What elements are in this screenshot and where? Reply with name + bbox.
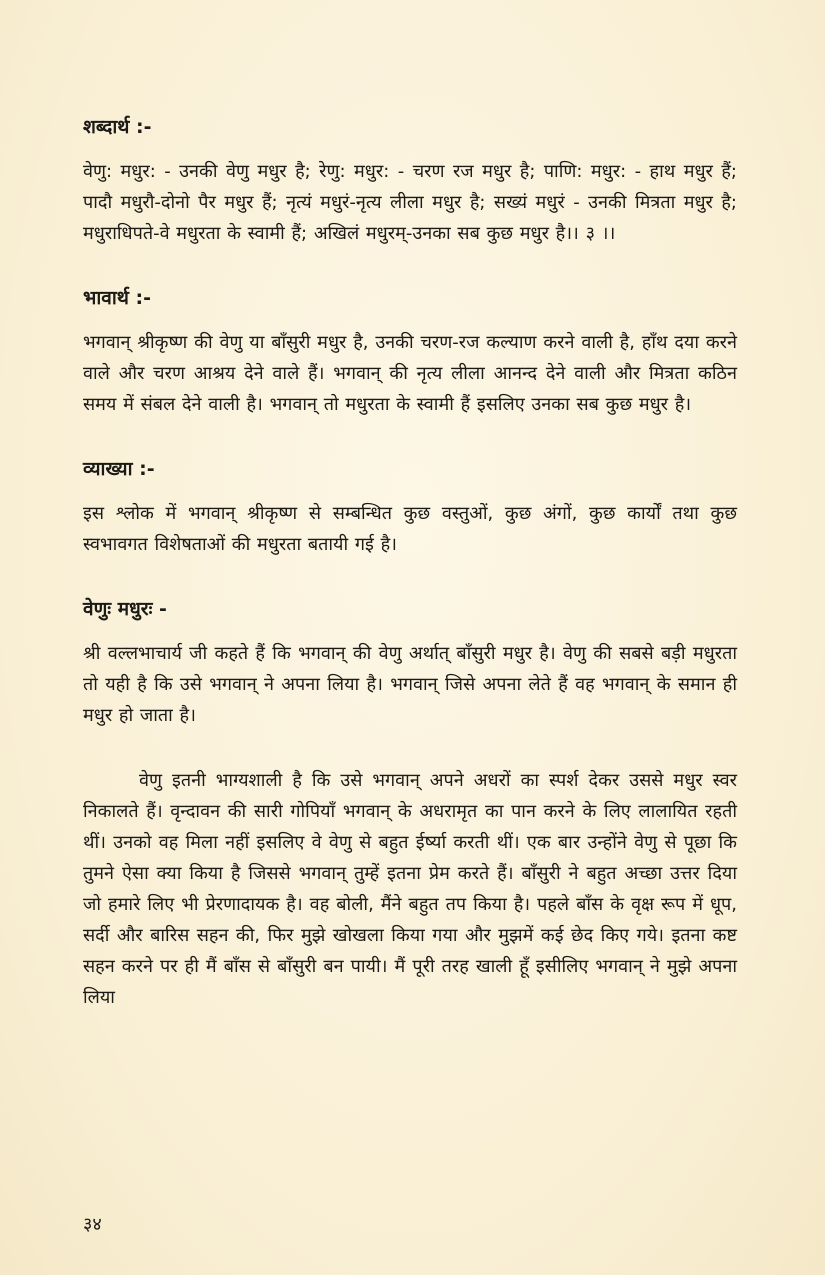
section-paragraph: भगवान् श्रीकृष्ण की वेणु या बाँसुरी मधुर है, उनकी चरण-रज कल्याण करने वाली है, हाँथ दया करने वाले और चरण आश्रय देने वाले हैं। भगवान् की नृत्य लीला आनन्द देने वाली और मित्रता कठिन समय में संबल देने वाली है। भगवान् तो मधुरता के स्वामी हैं इसलिए उनका सब कुछ मधुर है।: [83, 332, 737, 415]
section-heading: वेणुः मधुरः -: [83, 598, 167, 620]
section-paragraph: श्री वल्लभाचार्य जी कहते हैं कि भगवान् की वेणु अर्थात् बाँसुरी मधुर है। वेणु की सबसे बड़ी मधुरता तो यही है कि उसे भगवान् ने अपना लिया है। भगवान् जिसे अपना लेते हैं वह भगवान् के समान ही मधुर हो जाता है।: [83, 643, 737, 726]
section-heading: भावार्थ :-: [83, 287, 152, 309]
section-paragraph: वेणु: मधुर: - उनकी वेणु मधुर है; रेणु: मधुर: - चरण रज मधुर है; पाणि: मधुर: - हाथ मधुर हैं; पादौ मधुरौ-दोनो पैर मधुर हैं; नृत्यं मधुरं-नृत्य लीला मधुर है; सख्यं मधुरं - उनकी मित्रता मधुर है; मधुराधिपते-वे मधुरता के स्वामी हैं; अखिलं मधुरम्-उनका सब कुछ मधुर है।। ३ ।।: [83, 161, 737, 244]
page-number: ३४: [83, 1214, 102, 1235]
section-paragraph: इस श्लोक में भगवान् श्रीकृष्ण से सम्बन्धित कुछ वस्तुओं, कुछ अंगों, कुछ कार्यों तथा कुछ स्वभावगत विशेषताओं की मधुरता बतायी गई है।: [83, 503, 737, 555]
section-vyakhya: [83, 454, 737, 560]
page-content: [83, 112, 737, 1013]
section-shabdarth: [83, 112, 737, 249]
section-venu-madhur: [83, 594, 737, 731]
section-heading: व्याख्या :-: [83, 458, 155, 480]
section-heading: शब्दार्थ :-: [83, 116, 152, 138]
closing-paragraph: वेणु इतनी भाग्यशाली है कि उसे भगवान् अपने अधरों का स्पर्श देकर उससे मधुर स्वर निकालते हैं। वृन्दावन की सारी गोपियाँ भगवान् के अधरामृत का पान करने के लिए लालायित रहती थीं। उनको वह मिला नहीं इसलिए वे वेणु से बहुत ईर्ष्या करती थीं। एक बार उन्होंने वेणु से पूछा कि तुमने ऐसा क्या किया है जिससे भगवान् तुम्हें इतना प्रेम करते हैं। बाँसुरी ने बहुत अच्छा उत्तर दिया जो हमारे लिए भी प्रेरणादायक है। वह बोली, मैंने बहुत तप किया है। पहले बाँस के वृक्ष रूप में धूप, सर्दी और बारिस सहन की, फिर मुझे खोखला किया गया और मुझमें कई छेद किए गये। इतना कष्ट सहन करने पर ही मैं बाँस से बाँसुरी बन पायी। मैं पूरी तरह खाली हूँ इसीलिए भगवान् ने मुझे अपना लिया: [83, 770, 737, 1008]
section-bhavarth: [83, 283, 737, 420]
